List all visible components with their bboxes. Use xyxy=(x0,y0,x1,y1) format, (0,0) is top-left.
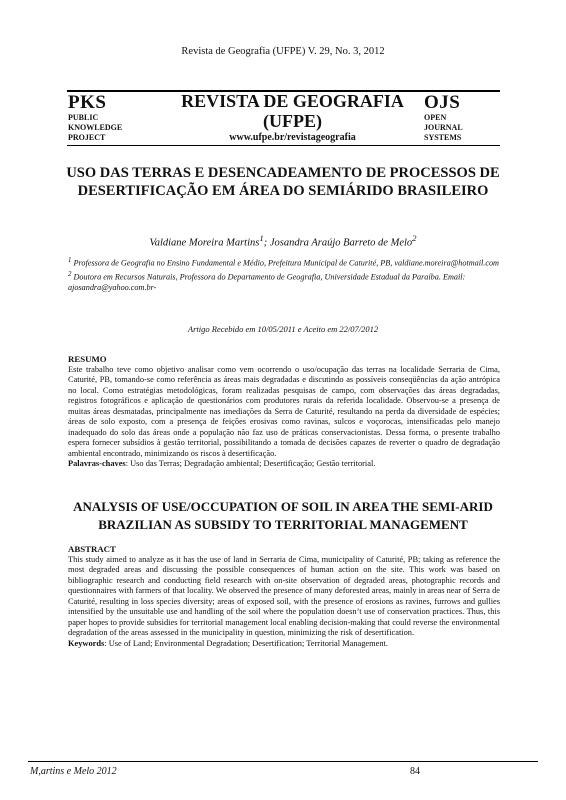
page-number: 84 xyxy=(410,766,420,777)
keywords-label: Palavras-chaves xyxy=(68,459,126,468)
article-title-english: ANALYSIS OF USE/OCCUPATION OF SOIL IN AREA THE SEMI-ARID BRAZILIAN AS SUBSIDY TO TERRITORIAL MANAGEMENT xyxy=(73,499,493,532)
resumo-keywords xyxy=(68,459,500,470)
ojs-logo-block xyxy=(424,93,463,143)
journal-citation-line: Revista de Geografia (UFPE) V. 29, No. 3, 2012 xyxy=(181,46,385,57)
resumo-heading: RESUMO xyxy=(68,354,107,364)
abstract-section xyxy=(68,544,500,649)
author-affiliation-mark: 2 xyxy=(412,233,417,243)
ojs-line: JOURNAL xyxy=(424,123,463,132)
author-separator: ; xyxy=(263,237,270,249)
keywords-label: Keywords xyxy=(68,638,105,648)
affiliation-mark: 2 xyxy=(68,270,72,278)
affiliation-mark: 1 xyxy=(68,257,72,264)
masthead-bottom-rule xyxy=(67,145,500,146)
journal-masthead xyxy=(67,90,500,146)
ojs-line: OPEN xyxy=(424,113,447,122)
affiliation-text: Professora de Geografia no Ensino Fundamental e Médio, Prefeitura Municipal de Caturité, PB, valdiane.moreira@hotmail.com xyxy=(71,258,499,268)
author-name: Josandra Araújo Barreto de Melo xyxy=(269,237,413,249)
resumo-section xyxy=(68,354,500,470)
ojs-acronym: OJS xyxy=(424,92,461,113)
affiliation-text: Doutora em Recursos Naturais, Professora do Departamento de Geografia, Universidade Estadual da Paraíba. Email: ajosandra@yahoo.com.br- xyxy=(68,272,466,293)
journal-name: REVISTA DE GEOGRAFIA xyxy=(181,91,404,111)
received-accepted-dates: Artigo Recebido em 10/05/2011 e Aceito em 22/07/2012 xyxy=(187,324,379,334)
affiliation-item xyxy=(68,269,500,294)
pks-acronym: PKS xyxy=(68,92,107,113)
journal-name-block xyxy=(165,91,420,144)
affiliation-item xyxy=(68,255,500,269)
ojs-line: SYSTEMS xyxy=(424,133,462,142)
pks-line: KNOWLEDGE xyxy=(68,123,123,132)
keywords-text: : Use of Land; Environmental Degradation; Desertification; Territorial Management. xyxy=(104,638,388,648)
journal-url[interactable]: www.ufpe.br/revistageografia xyxy=(229,132,356,143)
keywords-text: : Uso das Terras; Degradação ambiental; Desertificação; Gestão territorial. xyxy=(125,459,376,468)
footer-authors: M,artins e Melo 2012 xyxy=(30,766,117,777)
pks-logo-block xyxy=(68,93,122,143)
footer-rule xyxy=(28,761,538,762)
affiliations xyxy=(68,255,500,293)
journal-name-sub: (UFPE) xyxy=(263,111,322,131)
author-affiliation-mark: 1 xyxy=(259,233,264,243)
author-line xyxy=(0,233,566,249)
author-name: Valdiane Moreira Martins xyxy=(149,237,260,249)
abstract-body: This study aimed to analyze as it has the use of land in Serraria de Cima, municipality of Caturité, PB; taking as reference the most degraded areas and discussing the possible consequences of human action on the site. This work was based on bibliographic research and conducting field research with on-site observation of degraded areas, photographic records and questionnaires with farmers of that locality. We observed the presence of many deforested areas, mainly in areas near of Serra de Caturité, resulting in loss species diversity; areas of exposed soil, with the presence of erosions as ravines, furrows and gullies intensified by the unsuitable use and handling of the soil where the population doesn’t use of conservation practices. Thus, this paper hopes to provide subsidies for territorial management local enabling decision-making that could reverse the environmental degradation of the areas assessed in the municipality in question, minimizing the risk of desertification. xyxy=(68,554,500,637)
resumo-body: Este trabalho teve como objetivo analisar como vem ocorrendo o uso/ocupação das terras na localidade Serraria de Cima, Caturité, PB, tomando-se como referência as áreas mais degradadas e discutindo as possíveis conseqüências da ação antrópica no local. Como estratégias metodológicas, foram realizadas pesquisas de campo, com observações das áreas degradadas, registros fotográficos e aplicação de questionários com produtores rurais da referida localidade. Observou-se a presença de muitas áreas desmatadas, principalmente nas imediações da Serra de Caturité, resultando na perda da diversidade de espécies; áreas de solo exposto, com a presença de feições erosivas como ravinas, sulcos e voçorocas, intensificadas pelo manejo inadequado do solo das áreas onde a população não faz uso de práticas conservacionistas. Dessa forma, o presente trabalho espera fornecer subsídios à gestão territorial, possibilitando a tomada de decisões capazes de reverter o quadro de degradação ambiental encontrado, minimizando os riscos à desertificação. xyxy=(68,364,500,458)
pks-line: PUBLIC xyxy=(68,113,99,122)
article-title-portuguese: USO DAS TERRAS E DESENCADEAMENTO DE PROCESSOS DE DESERTIFICAÇÃO EM ÁREA DO SEMIÁRIDO BRASILEIRO xyxy=(66,165,500,199)
abstract-heading: ABSTRACT xyxy=(68,544,116,554)
pks-line: PROJECT xyxy=(68,133,106,142)
abstract-keywords xyxy=(68,639,500,650)
